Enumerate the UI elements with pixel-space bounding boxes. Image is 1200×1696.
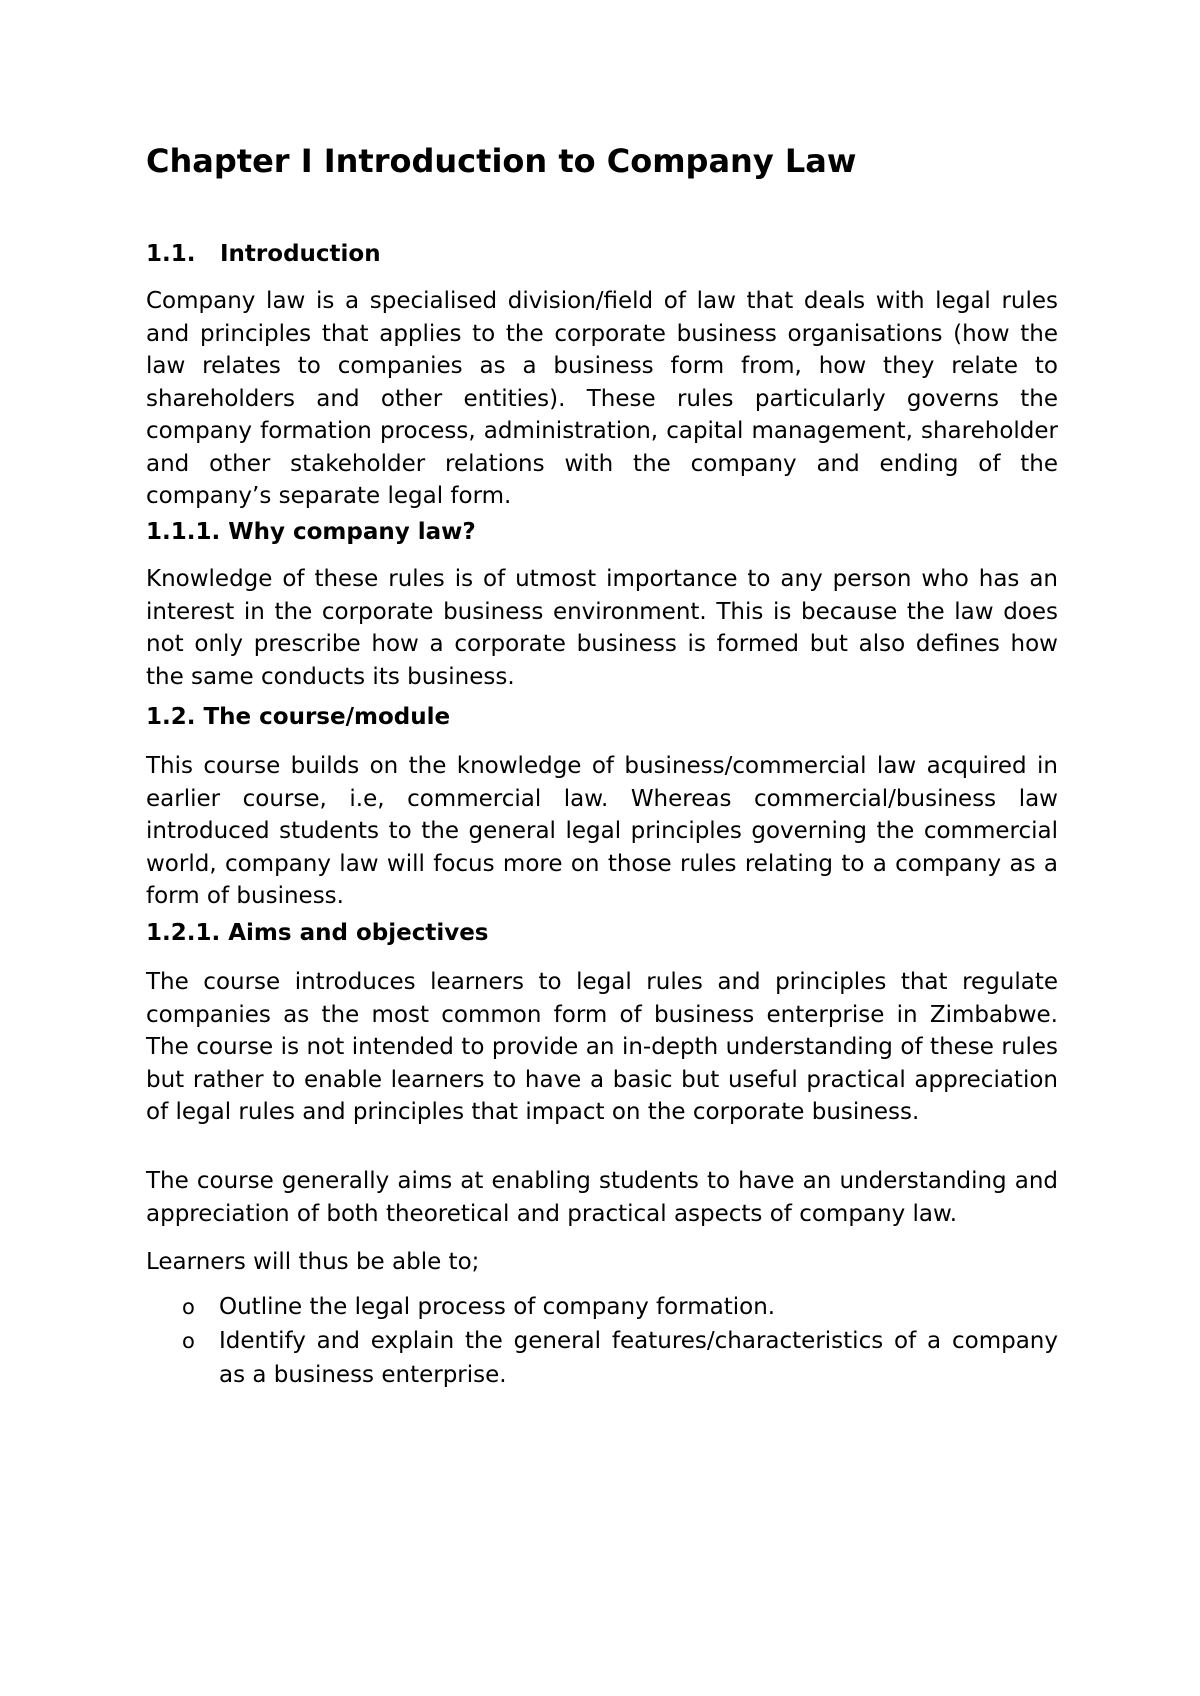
section-title: Aims and objectives bbox=[228, 920, 489, 946]
section-number: 1.1.1. bbox=[146, 519, 221, 545]
why-company-law-paragraph: Knowledge of these rules is of utmost importance to any person who has an interest in the corporate business environment. This is because the law does not only prescribe how a corporate business is formed but also defines how the same conducts its business. bbox=[146, 566, 1058, 690]
list-item-text: Identify and explain the general features/characteristics of a company as a business enterprise. bbox=[219, 1328, 1058, 1388]
section-number: 1.1. bbox=[146, 241, 196, 267]
aims-paragraph-1: The course introduces learners to legal rules and principles that regulate companies as the most common form of business enterprise in Zimbabwe. The course is not intended to provide an in-depth understanding of these rules but rather to enable learners to have a basic but useful practical appreciation of legal rules and principles that impact on the corporate business. bbox=[146, 969, 1058, 1125]
bullet-marker: o bbox=[182, 1329, 195, 1353]
section-heading-introduction bbox=[146, 239, 381, 269]
document-page bbox=[146, 0, 1058, 1696]
section-number: 1.2. bbox=[146, 704, 196, 730]
aims-paragraph-2: The course generally aims at enabling students to have an understanding and appreciation of both theoretical and practical aspects of company law. bbox=[146, 1168, 1058, 1227]
section-title: Why company law? bbox=[228, 519, 476, 545]
section-title: The course/module bbox=[203, 704, 451, 730]
section-heading-course-module bbox=[146, 702, 450, 732]
objectives-list bbox=[146, 1290, 1058, 1392]
section-heading-why-company-law bbox=[146, 517, 476, 547]
list-item-text: Outline the legal process of company formation. bbox=[219, 1294, 776, 1320]
list-item bbox=[146, 1324, 1058, 1392]
introduction-paragraph: Company law is a specialised division/field of law that deals with legal rules and principles that applies to the corporate business organisations (how the law relates to companies as a business form from, how they relate to shareholders and other entities). These rules particularly governs the company formation process, administration, capital management, shareholder and other stakeholder relations with the company and ending of the company’s separate legal form. bbox=[146, 288, 1058, 509]
course-module-paragraph: This course builds on the knowledge of business/commercial law acquired in earlier course, i.e, commercial law. Whereas commercial/business law introduced students to the general legal principles governing the commercial world, company law will focus more on those rules relating to a company as a form of business. bbox=[146, 753, 1058, 909]
section-title: Introduction bbox=[220, 241, 381, 267]
bullet-marker: o bbox=[182, 1295, 195, 1319]
chapter-title: Chapter I Introduction to Company Law bbox=[146, 142, 857, 180]
section-number: 1.2.1. bbox=[146, 920, 221, 946]
aims-paragraph-3: Learners will thus be able to; bbox=[146, 1249, 480, 1275]
list-item bbox=[146, 1290, 1058, 1324]
section-heading-aims-objectives bbox=[146, 918, 489, 948]
